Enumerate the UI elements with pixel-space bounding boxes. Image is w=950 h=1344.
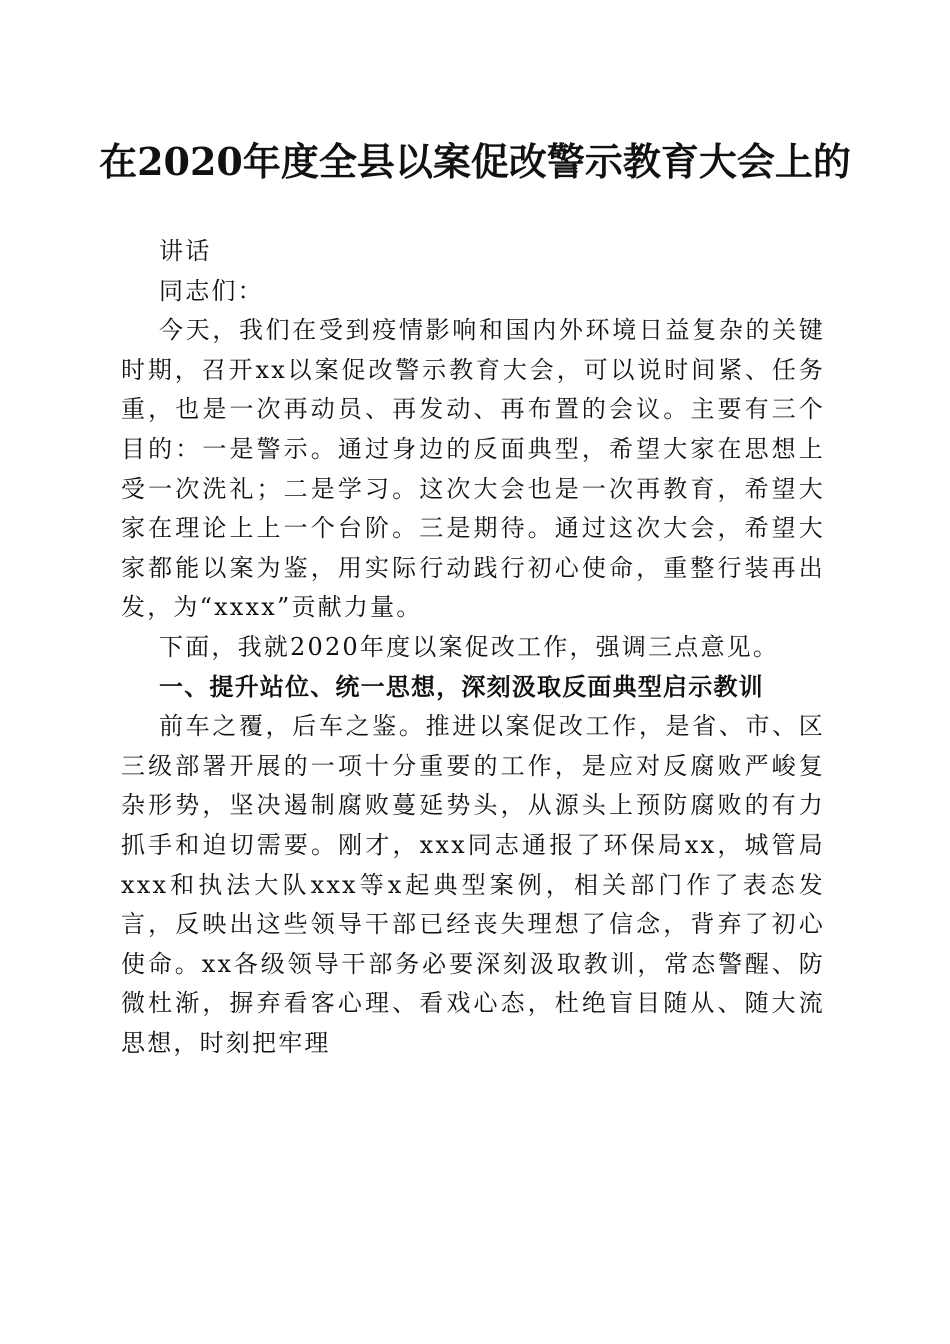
document-body — [121, 232, 825, 1063]
document-title: 在2020年度全县以案促改警示教育大会上的 — [99, 139, 851, 184]
intro-paragraph: 今天，我们在受到疫情影响和国内外环境日益复杂的关键时期，召开xx以案促改警示教育大会，可以说时间紧、任务重，也是一次再动员、再发动、再布置的会议。主要有三个目的：一是警示。通过身边的反面典型，希望大家在思想上受一次洗礼；二是学习。这次大会也是一次再教育，希望大家在理论上上一个台阶。三是期待。通过这次大会，希望大家都能以案为鉴，用实际行动践行初心使命，重整行装再出发，为“xxxx”贡献力量。 — [121, 316, 825, 622]
section-1-paragraph: 前车之覆，后车之鉴。推进以案促改工作，是省、市、区三级部署开展的一项十分重要的工作，是应对反腐败严峻复杂形势，坚决遏制腐败蔓延势头，从源头上预防腐败的有力抓手和迫切需要。刚才，xxx同志通报了环保局xx，城管局xxx和执法大队xxx等x起典型案例，相关部门作了表态发言，反映出这些领导干部已经丧失理想了信念，背弃了初心使命。xx各级领导干部务必要深刻汲取教训，常态警醒、防微杜渐，摒弃看客心理、看戏心态，杜绝盲目随从、随大流思想，时刻把牢理 — [121, 712, 825, 1057]
section-heading-1: 一、提升站位、统一思想，深刻汲取反面典型启示教训 — [159, 672, 764, 701]
transition-paragraph: 下面，我就2020年度以案促改工作，强调三点意见。 — [159, 632, 780, 661]
title-continuation: 讲话 — [159, 237, 212, 265]
salutation: 同志们： — [159, 276, 264, 305]
